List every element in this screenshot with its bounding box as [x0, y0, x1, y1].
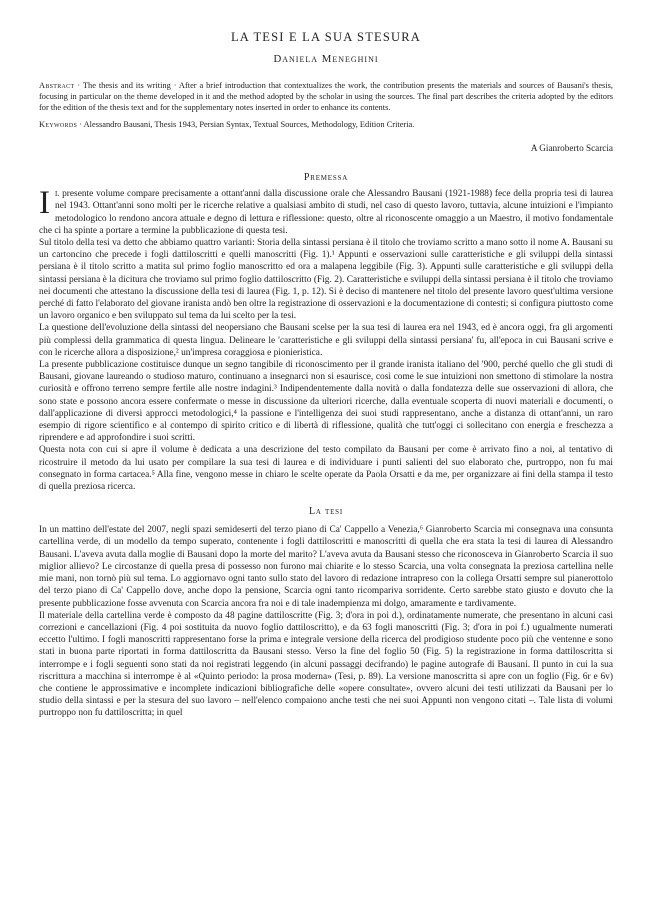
dedication: A Gianroberto Scarcia [530, 143, 613, 153]
author-name: Daniela Meneghini [273, 53, 379, 65]
abstract-label: Abstract [39, 81, 75, 90]
premessa-paragraph-2: Sul titolo della tesi va detto che abbiamo quattro varianti: Storia della sintassi persiana è il titolo che troviamo scritto a mano sotto il nome A. Bausani su un cartoncino che precede i fogli dattiloscritti e quelli manoscritti (Fig. 1).¹ Appunti e osservazioni sulle caratteristiche e gli sviluppi della sintassi persiana è il titolo scritto a matita sul primo foglio manoscritto ed ora a malapena leggibile (Fig. 3). Appunti sulle caratteristiche e gli sviluppi della sintassi persiana è la dicitura che troviamo sul primo foglio dattiloscritto (Fig. 2). Caratteristiche e sviluppi della sintassi persiana è il titolo che troviamo nei documenti che attestano la discussione della tesi di laurea (Fig. 1, p. 12). Si è deciso di mantenere nel titolo del presente lavoro quest'ultima versione perché di fatto l'elaborato del giovane iranista andò ben oltre la registrazione di osservazioni e la documentazione di contesti; si configura piuttosto come un lavoro organico e ben sviluppato sul tema da lui scelto per la tesi. [39, 238, 613, 322]
premessa-p1-text: presente volume compare precisamente a ottant'anni dalla discussione orale che Alessandro Bausani (1921-1988) fece della propria tesi di laurea nel 1943. Ottant'anni sono molti per le ricerche relative a qualsiasi ambito di studi, nel caso di questo lavoro, tuttavia, alcune intuizioni e l'impianto metodologico lo rendono ancora attuale e degno di lettura e riflessione: questo, oltre al riconoscente omaggio a un Maestro, il motivo fondamentale che ci ha spinte a portare a termine la pubblicazione di questa tesi. [39, 189, 613, 236]
premessa-paragraph-1 [39, 185, 613, 237]
premessa-paragraph-5: Questa nota con cui si apre il volume è dedicata a una descrizione del testo compilato da Bausani per come è arrivato fino a noi, al tentativo di ricostruire il metodo da lui usato per compilare la sua tesi di laurea e di individuare i punti salienti del suo elaborato che, purtroppo, non fu mai consegnato in forma cartacea.⁵ Alla fine, vengono messe in chiaro le scelte operate da Paola Orsatti e da me, per organizzare ai fini della stampa il testo di quella preziosa ricerca. [39, 445, 613, 493]
keywords [39, 119, 613, 130]
tesi-paragraph-2: Il materiale della cartellina verde è composto da 48 pagine dattiloscritte (Fig. 3; d'ora in poi d.), ordinatamente numerate, che presentano in alcuni casi correzioni e cancellazioni (Fig. 4 poi sostituita da nuovo foglio dattiloscritto), e da 63 fogli manoscritti (Fig. 3; d'ora in poi f.) ugualmente numerati eccetto l'ultimo. I fogli manoscritti rappresentano forse la prima e integrale versione della ricerca del prodigioso studente poco più che ventenne e sono stati in buona parte riportati in forma dattiloscritta da Bausani stesso. Verso la fine del foglio 50 (Fig. 5) la registrazione in forma dattiloscritta si interrompe e i fogli seguenti sono stati da noi registrati leggendo (in alcuni passaggi decifrando) le pagine autografe di Bausani. Il punto in cui la sua riscrittura a macchina si interrompe è al «Quinto periodo: la prosa moderna» (Tesi, p. 89). La versione manoscritta si apre con un foglio (Fig. 6r e 6v) che contiene le approssimative e incomplete indicazioni bibliografiche delle «opere consultate», ovvero alcuni dei testi utilizzati da Bausani per lo studio della sintassi e per la stesura del suo lavoro – nell'elenco compaiono anche testi che nei suoi Appunti non vengono citati –. Tale lista di volumi purtroppo non fu dattiloscritta; in quel [39, 610, 613, 719]
tesi-paragraph-1: In un mattino dell'estate del 2007, negli spazi semideserti del terzo piano di Ca' Cappello a Venezia,⁶ Gianroberto Scarcia mi consegnava una consunta cartellina verde, di un modello da tempo superato, contenente i fogli dattiloscritti e manoscritti di quella che era stata la tesi di laurea di Alessandro Bausani. L'aveva avuta dalla moglie di Bausani dopo la morte del marito? L'aveva avuta da Bausani stesso che riconosceva in Gianroberto Scarcia il suo miglior allievo? Le circostanze di quella presa di possesso non furono mai chiarite e lo stesso Scarcia, una volta consegnata la preziosa cartellina nelle mie mani, non tornò più sul tema. Lo aggiornavo ogni tanto sullo stato del lavoro di redazione intrapreso con la collega Orsatti sempre sul pianerottolo del terzo piano di Ca' Cappello dove, anche dopo la pensione, Scarcia ogni tanto ricompariva sorridente. Certo sarebbe stato giusto e dovuto che la presente pubblicazione fosse avvenuta con Scarcia ancora fra noi e di tale inadempienza mi dolgo, amaramente e tardivamente. [39, 525, 613, 609]
section-heading-tesi: La tesi [308, 506, 344, 518]
first-word: l [55, 189, 60, 200]
section-heading-premessa: Premessa [303, 172, 349, 184]
abstract [39, 80, 613, 113]
article-title: LA TESI E LA SUA STESURA [230, 30, 422, 44]
keywords-label: Keywords [39, 120, 78, 129]
keywords-text: · Alessandro Bausani, Thesis 1943, Persian Syntax, Textual Sources, Methodology, Edition Criteria. [77, 120, 415, 129]
premessa-paragraph-3: La questione dell'evoluzione della sintassi del neopersiano che Bausani scelse per la sua tesi di laurea era nel 1943, ed è ancora oggi, fra gli argomenti più complessi della grammatica di questa lingua. Delineare le 'caratteristiche e gli sviluppi della sintassi persiana' fu, all'epoca in cui Bausani scrive e con le ricerche allora a disposizione,² un'impresa coraggiosa e pionieristica. [39, 323, 613, 358]
abstract-text: · The thesis and its writing · After a brief introduction that contextualizes the work, the contribution presents the materials and sources of Bausani's thesis, focusing in particular on the theme developed in it and the method adopted by the scholar in using the sources. The final part describes the criteria adopted by the editors for the edition of the thesis text and for the supplementary notes inserted in order to enhance its contents. [39, 81, 613, 112]
premessa-paragraph-4: La presente pubblicazione costituisce dunque un segno tangibile di riconoscimento per il grande iranista italiano del '900, perché quello che gli studi di Bausani, giovane laureando o studioso maturo, continuano a insegnarci non si esaurisce, così come le sue intuizioni non smettono di stimolare la nostra curiosità e offrono terreno sempre fertile alle nostre indagini.³ Indipendentemente dalla novità o dalla fondatezza delle sue osservazioni di allora, che sono state e possono ancora essere confermate o messe in discussione da ulteriori ricerche, dalla eventuale scoperta di nuovi materiali e documenti, o dall'applicazione di diversi approcci metodologici,⁴ la passione e l'intelligenza dei suoi studi rappresentano, anche a distanza di ottant'anni, un raro esempio di rigore scientifico e al contempo di spirito critico e di libertà di riflessione, qualità che tutt'oggi ci sollecitano con energia e freschezza a riprendere e ad approfondire i suoi scritti. [39, 360, 613, 444]
drop-cap: I [39, 185, 50, 222]
